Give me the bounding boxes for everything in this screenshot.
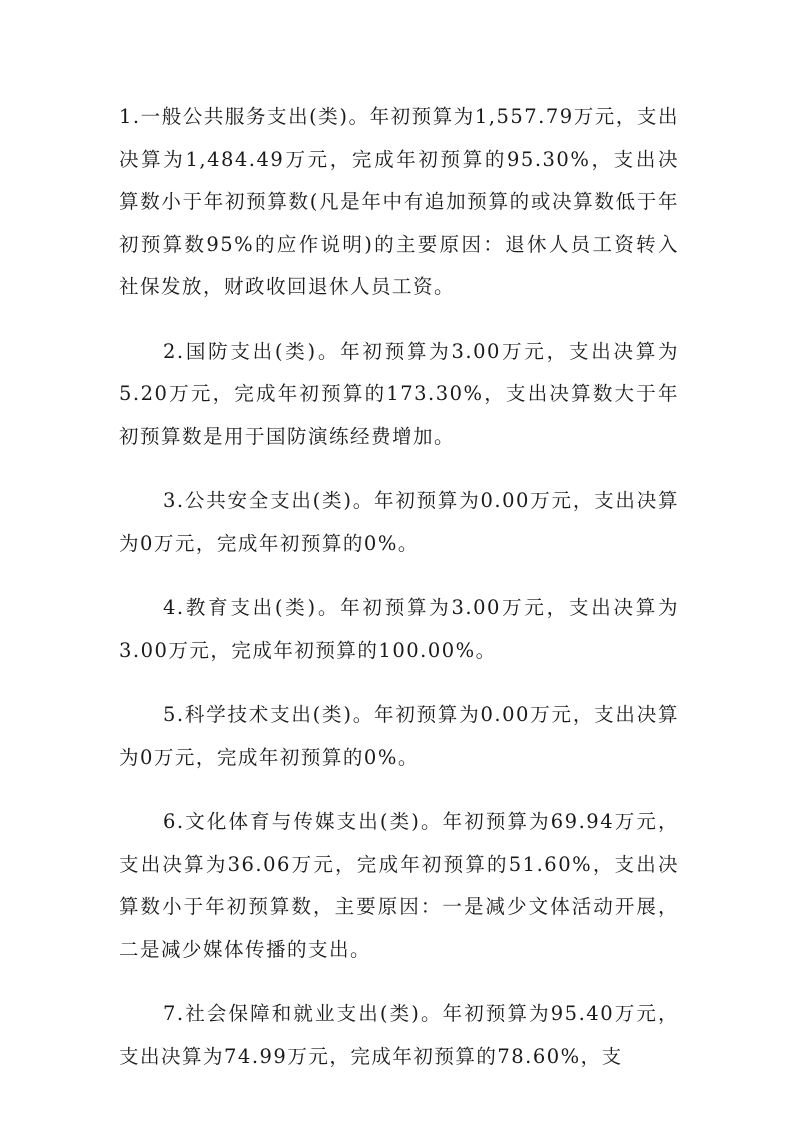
paragraph-social-security-employment: 7.社会保障和就业支出(类)。年初预算为95.40万元，支出决算为74.99万元，完成年初预算的78.60%，支 (119, 1002, 679, 1068)
paragraph-general-public-services: 1.一般公共服务支出(类)。年初预算为1,557.79万元，支出决算为1,484.49万元，完成年初预算的95.30%，支出决算数小于年初预算数(凡是年中有追加预算的或决算数低于年初预算数95%的应作说明)的主要原因：退休人员工资转入社保发放，财政收回退休人员工资。 (119, 105, 679, 298)
paragraph-education: 4.教育支出(类)。年初预算为3.00万元，支出决算为3.00万元，完成年初预算的100.00%。 (119, 596, 679, 662)
paragraph-science-technology: 5.科学技术支出(类)。年初预算为0.00万元，支出决算为0万元，完成年初预算的0%。 (119, 703, 679, 769)
document-body (119, 96, 679, 1078)
paragraph-culture-sports-media: 6.文化体育与传媒支出(类)。年初预算为69.94万元，支出决算为36.06万元，完成年初预算的51.60%，支出决算数小于年初预算数，主要原因：一是减少文体活动开展，二是减少媒体传播的支出。 (119, 810, 679, 961)
paragraph-public-security: 3.公共安全支出(类)。年初预算为0.00万元，支出决算为0万元，完成年初预算的0%。 (119, 489, 679, 555)
paragraph-national-defense: 2.国防支出(类)。年初预算为3.00万元，支出决算为5.20万元，完成年初预算的173.30%，支出决算数大于年初预算数是用于国防演练经费增加。 (119, 339, 679, 448)
